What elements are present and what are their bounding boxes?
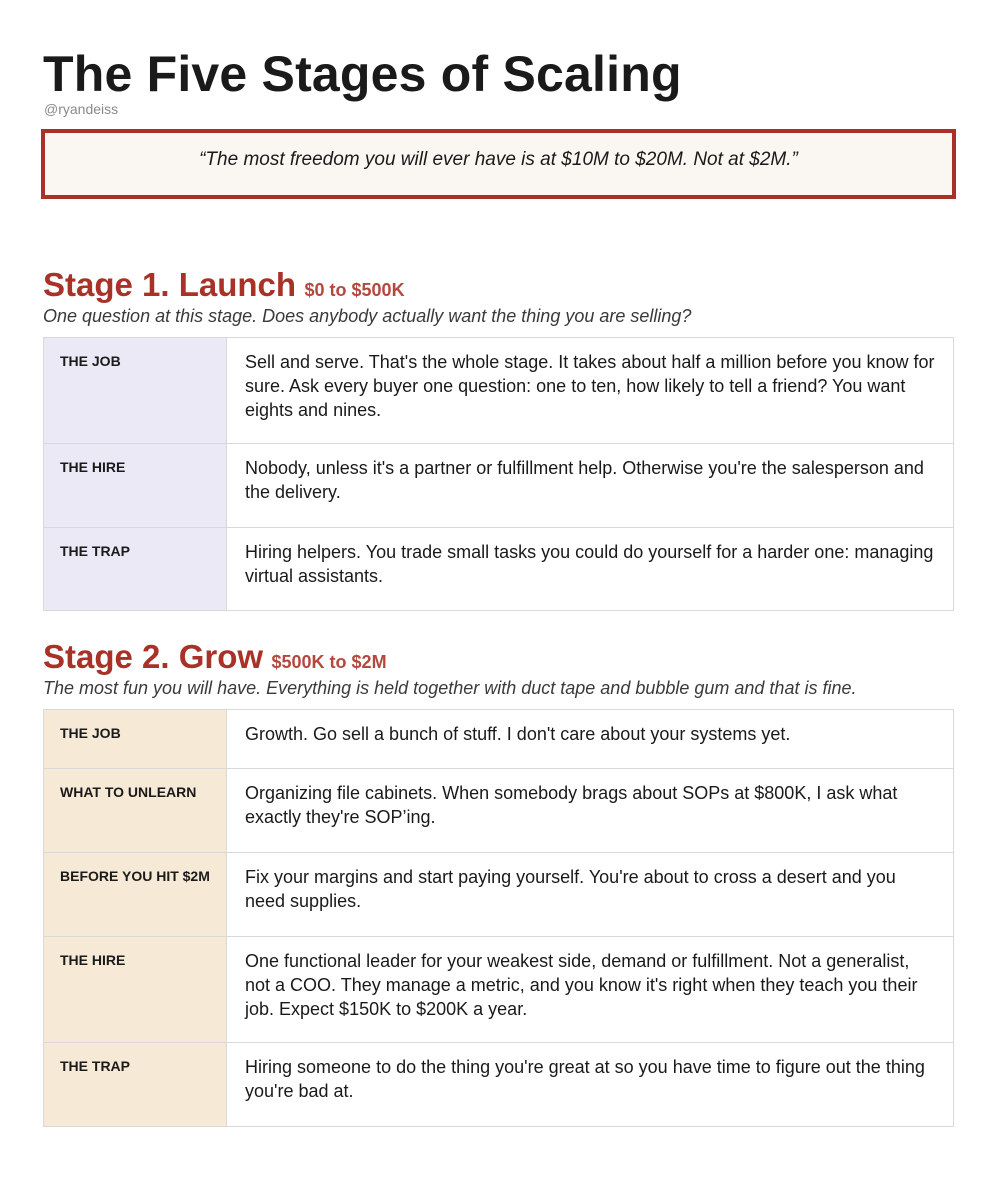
table-row bbox=[44, 1043, 954, 1127]
table-row bbox=[44, 937, 954, 1043]
row-text: One functional leader for your weakest side, demand or fulfillment. Not a generalist, not a COO. They manage a metric, and you know it's right when they teach you their job. Expect $150K to $200K a year. bbox=[227, 937, 954, 1043]
row-label: THE HIRE bbox=[44, 444, 227, 528]
stage-1-range: $0 to $500K bbox=[304, 280, 405, 300]
row-text: Fix your margins and start paying yourself. You're about to cross a desert and you need supplies. bbox=[227, 853, 954, 937]
row-text: Hiring helpers. You trade small tasks you could do yourself for a harder one: managing virtual assistants. bbox=[227, 528, 954, 611]
stage-1-heading bbox=[43, 267, 954, 307]
stage-1-subtitle: One question at this stage. Does anybody actually want the thing you are selling? bbox=[43, 306, 692, 326]
row-label: THE TRAP bbox=[44, 1043, 227, 1127]
stage-2-range: $500K to $2M bbox=[271, 652, 387, 672]
row-text: Growth. Go sell a bunch of stuff. I don't care about your systems yet. bbox=[227, 710, 954, 769]
table-row bbox=[44, 853, 954, 937]
row-text: Nobody, unless it's a partner or fulfillment help. Otherwise you're the salesperson and the delivery. bbox=[227, 444, 954, 528]
quote-text: “The most freedom you will ever have is at $10M to $20M. Not at $2M.” bbox=[199, 149, 798, 170]
stage-1-section bbox=[43, 267, 954, 611]
table-row bbox=[44, 769, 954, 853]
stage-2-title: Stage 2. Grow bbox=[43, 638, 264, 675]
stage-2-table bbox=[43, 709, 954, 1127]
stage-1-table bbox=[43, 337, 954, 611]
table-row bbox=[44, 528, 954, 611]
row-label: THE JOB bbox=[44, 710, 227, 769]
table-row bbox=[44, 444, 954, 528]
row-text: Sell and serve. That's the whole stage. It takes about half a million before you know for sure. Ask every buyer one question: one to ten, how likely to tell a friend? You want eights and nines. bbox=[227, 338, 954, 444]
row-label: THE TRAP bbox=[44, 528, 227, 611]
row-label: BEFORE YOU HIT $2M bbox=[44, 853, 227, 937]
row-text: Hiring someone to do the thing you're great at so you have time to figure out the thing you're bad at. bbox=[227, 1043, 954, 1127]
stage-2-heading bbox=[43, 639, 954, 679]
quote-callout bbox=[41, 129, 956, 199]
row-label: WHAT TO UNLEARN bbox=[44, 769, 227, 853]
stage-2-subtitle: The most fun you will have. Everything is held together with duct tape and bubble gum and that is fine. bbox=[43, 678, 857, 698]
table-row bbox=[44, 338, 954, 444]
stage-1-title: Stage 1. Launch bbox=[43, 266, 297, 303]
table-row bbox=[44, 710, 954, 769]
stage-2-section bbox=[43, 639, 954, 1127]
row-text: Organizing file cabinets. When somebody brags about SOPs at $800K, I ask what exactly they're SOP’ing. bbox=[227, 769, 954, 853]
author-handle: @ryandeiss bbox=[44, 101, 119, 117]
row-label: THE HIRE bbox=[44, 937, 227, 1043]
page-title: The Five Stages of Scaling bbox=[43, 46, 682, 102]
row-label: THE JOB bbox=[44, 338, 227, 444]
